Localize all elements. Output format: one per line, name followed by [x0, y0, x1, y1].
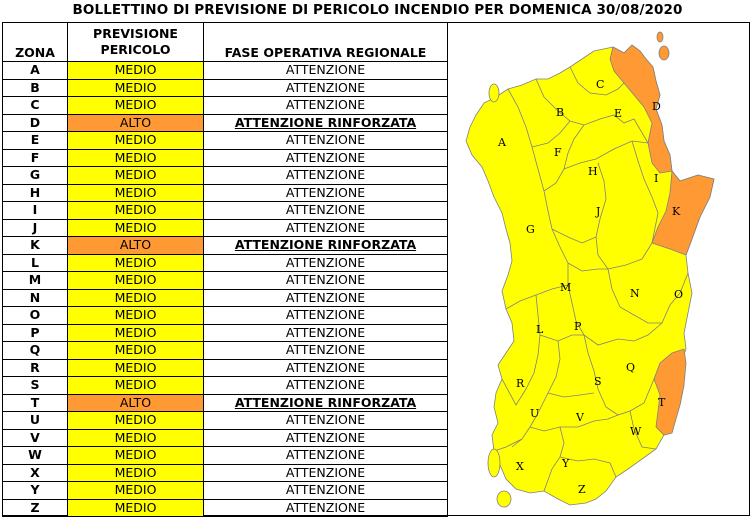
fase-cell: ATTENZIONE: [204, 324, 448, 342]
map-label-i: I: [654, 172, 659, 185]
zona-cell: K: [3, 237, 68, 255]
zona-cell: R: [3, 359, 68, 377]
zona-cell: A: [3, 62, 68, 80]
map-label-j: J: [596, 205, 601, 218]
table-row: [3, 167, 448, 185]
map-label-w: W: [630, 425, 642, 438]
map-label-t: T: [658, 396, 666, 409]
previsione-cell: MEDIO: [68, 79, 204, 97]
fase-cell: ATTENZIONE: [204, 149, 448, 167]
zone-table-body: [3, 62, 448, 517]
previsione-cell: MEDIO: [68, 184, 204, 202]
table-row: [3, 377, 448, 395]
previsione-cell: ALTO: [68, 394, 204, 412]
table-row: [3, 429, 448, 447]
previsione-cell: MEDIO: [68, 359, 204, 377]
map-label-k: K: [672, 205, 681, 218]
map-label-y: Y: [562, 457, 570, 470]
previsione-cell: MEDIO: [68, 412, 204, 430]
map-label-v: V: [576, 411, 584, 424]
zona-cell: Y: [3, 482, 68, 500]
fase-cell: ATTENZIONE: [204, 132, 448, 150]
zona-cell: Z: [3, 499, 68, 517]
table-row: [3, 482, 448, 500]
fase-cell: ATTENZIONE RINFORZATA: [204, 394, 448, 412]
table-row: [3, 114, 448, 132]
zona-header: ZONA: [3, 23, 68, 62]
table-header-row: [3, 23, 448, 62]
table-row: [3, 149, 448, 167]
zona-cell: V: [3, 429, 68, 447]
zona-cell: M: [3, 272, 68, 290]
zone-table: [2, 22, 448, 517]
islet-shape: [497, 491, 511, 507]
previsione-cell: MEDIO: [68, 289, 204, 307]
zona-cell: O: [3, 307, 68, 325]
table-row: [3, 324, 448, 342]
previsione-cell: MEDIO: [68, 254, 204, 272]
previsione-header: [68, 23, 204, 62]
map-label-h: H: [588, 165, 598, 178]
previsione-cell: MEDIO: [68, 482, 204, 500]
zona-cell: H: [3, 184, 68, 202]
map-label-l: L: [536, 323, 544, 336]
bulletin-title: BOLLETTINO DI PREVISIONE DI PERICOLO INCENDIO PER DOMENICA 30/08/2020: [72, 2, 683, 18]
table-row: [3, 132, 448, 150]
zona-cell: P: [3, 324, 68, 342]
map-label-b: B: [556, 106, 565, 119]
fase-cell: ATTENZIONE: [204, 254, 448, 272]
previsione-cell: MEDIO: [68, 447, 204, 465]
zona-cell: B: [3, 79, 68, 97]
table-row: [3, 289, 448, 307]
table-row: [3, 447, 448, 465]
fase-cell: ATTENZIONE: [204, 167, 448, 185]
zona-cell: D: [3, 114, 68, 132]
map-label-r: R: [516, 377, 525, 390]
island-shape: [466, 45, 714, 505]
zona-cell: I: [3, 202, 68, 220]
zona-cell: S: [3, 377, 68, 395]
previsione-cell: MEDIO: [68, 429, 204, 447]
fase-cell: ATTENZIONE: [204, 289, 448, 307]
table-row: [3, 254, 448, 272]
zona-cell: Q: [3, 342, 68, 360]
fase-cell: ATTENZIONE: [204, 184, 448, 202]
zona-cell: F: [3, 149, 68, 167]
fase-cell: ATTENZIONE: [204, 62, 448, 80]
previsione-cell: MEDIO: [68, 464, 204, 482]
fase-cell: ATTENZIONE RINFORZATA: [204, 114, 448, 132]
map-label-e: E: [614, 107, 623, 120]
fase-cell: ATTENZIONE: [204, 377, 448, 395]
table-row: [3, 184, 448, 202]
fase-cell: ATTENZIONE: [204, 202, 448, 220]
zona-cell: L: [3, 254, 68, 272]
zona-cell: T: [3, 394, 68, 412]
table-row: [3, 307, 448, 325]
fase-cell: ATTENZIONE: [204, 464, 448, 482]
fase-cell: ATTENZIONE: [204, 412, 448, 430]
map-label-z: Z: [578, 483, 586, 496]
table-row: [3, 342, 448, 360]
fase-cell: ATTENZIONE: [204, 97, 448, 115]
map-label-g: G: [526, 223, 535, 236]
previsione-cell: MEDIO: [68, 377, 204, 395]
table-row: [3, 79, 448, 97]
previsione-cell: MEDIO: [68, 324, 204, 342]
map-label-m: M: [560, 281, 572, 294]
zona-cell: J: [3, 219, 68, 237]
zona-cell: X: [3, 464, 68, 482]
map-label-x: X: [516, 460, 524, 473]
previsione-cell: MEDIO: [68, 97, 204, 115]
previsione-cell: ALTO: [68, 114, 204, 132]
previsione-cell: MEDIO: [68, 202, 204, 220]
previsione-cell: MEDIO: [68, 499, 204, 517]
islet-shape: [489, 84, 499, 102]
map-label-u: U: [530, 407, 540, 420]
previsione-cell: MEDIO: [68, 272, 204, 290]
zona-cell: C: [3, 97, 68, 115]
fase-cell: ATTENZIONE: [204, 482, 448, 500]
table-row: [3, 202, 448, 220]
fase-cell: ATTENZIONE: [204, 219, 448, 237]
table-row: [3, 499, 448, 517]
fase-cell: ATTENZIONE RINFORZATA: [204, 237, 448, 255]
previsione-cell: MEDIO: [68, 62, 204, 80]
map-label-p: P: [574, 320, 582, 333]
zona-cell: N: [3, 289, 68, 307]
map-label-c: C: [596, 78, 605, 91]
table-row: [3, 394, 448, 412]
fase-cell: ATTENZIONE: [204, 429, 448, 447]
table-row: [3, 464, 448, 482]
fase-cell: ATTENZIONE: [204, 499, 448, 517]
previsione-header-line1: PREVISIONE: [93, 26, 178, 41]
previsione-cell: MEDIO: [68, 342, 204, 360]
table-row: [3, 62, 448, 80]
fase-cell: ATTENZIONE: [204, 307, 448, 325]
table-row: [3, 219, 448, 237]
map-label-q: Q: [626, 361, 636, 374]
map-label-n: N: [630, 287, 640, 300]
previsione-cell: MEDIO: [68, 167, 204, 185]
table-row: [3, 272, 448, 290]
zona-cell: U: [3, 412, 68, 430]
fase-cell: ATTENZIONE: [204, 447, 448, 465]
map-label-a: A: [498, 136, 506, 149]
map-label-o: O: [674, 288, 684, 301]
zona-cell: E: [3, 132, 68, 150]
previsione-cell: MEDIO: [68, 219, 204, 237]
zona-cell: W: [3, 447, 68, 465]
previsione-header-line2: PERICOLO: [100, 42, 171, 57]
sardinia-map: [448, 23, 748, 515]
islet-shape: [659, 46, 669, 60]
table-row: [3, 412, 448, 430]
fase-header: FASE OPERATIVA REGIONALE: [204, 23, 448, 62]
fase-cell: ATTENZIONE: [204, 359, 448, 377]
fase-cell: ATTENZIONE: [204, 79, 448, 97]
previsione-cell: ALTO: [68, 237, 204, 255]
zona-cell: G: [3, 167, 68, 185]
table-row: [3, 97, 448, 115]
map-label-d: D: [652, 100, 661, 113]
islet-shape: [488, 449, 500, 477]
islet-shape: [657, 32, 663, 42]
previsione-cell: MEDIO: [68, 307, 204, 325]
previsione-cell: MEDIO: [68, 132, 204, 150]
fase-cell: ATTENZIONE: [204, 272, 448, 290]
table-row: [3, 359, 448, 377]
previsione-cell: MEDIO: [68, 149, 204, 167]
table-row: [3, 237, 448, 255]
map-label-s: S: [594, 375, 602, 388]
fase-cell: ATTENZIONE: [204, 342, 448, 360]
map-label-f: F: [554, 146, 562, 159]
